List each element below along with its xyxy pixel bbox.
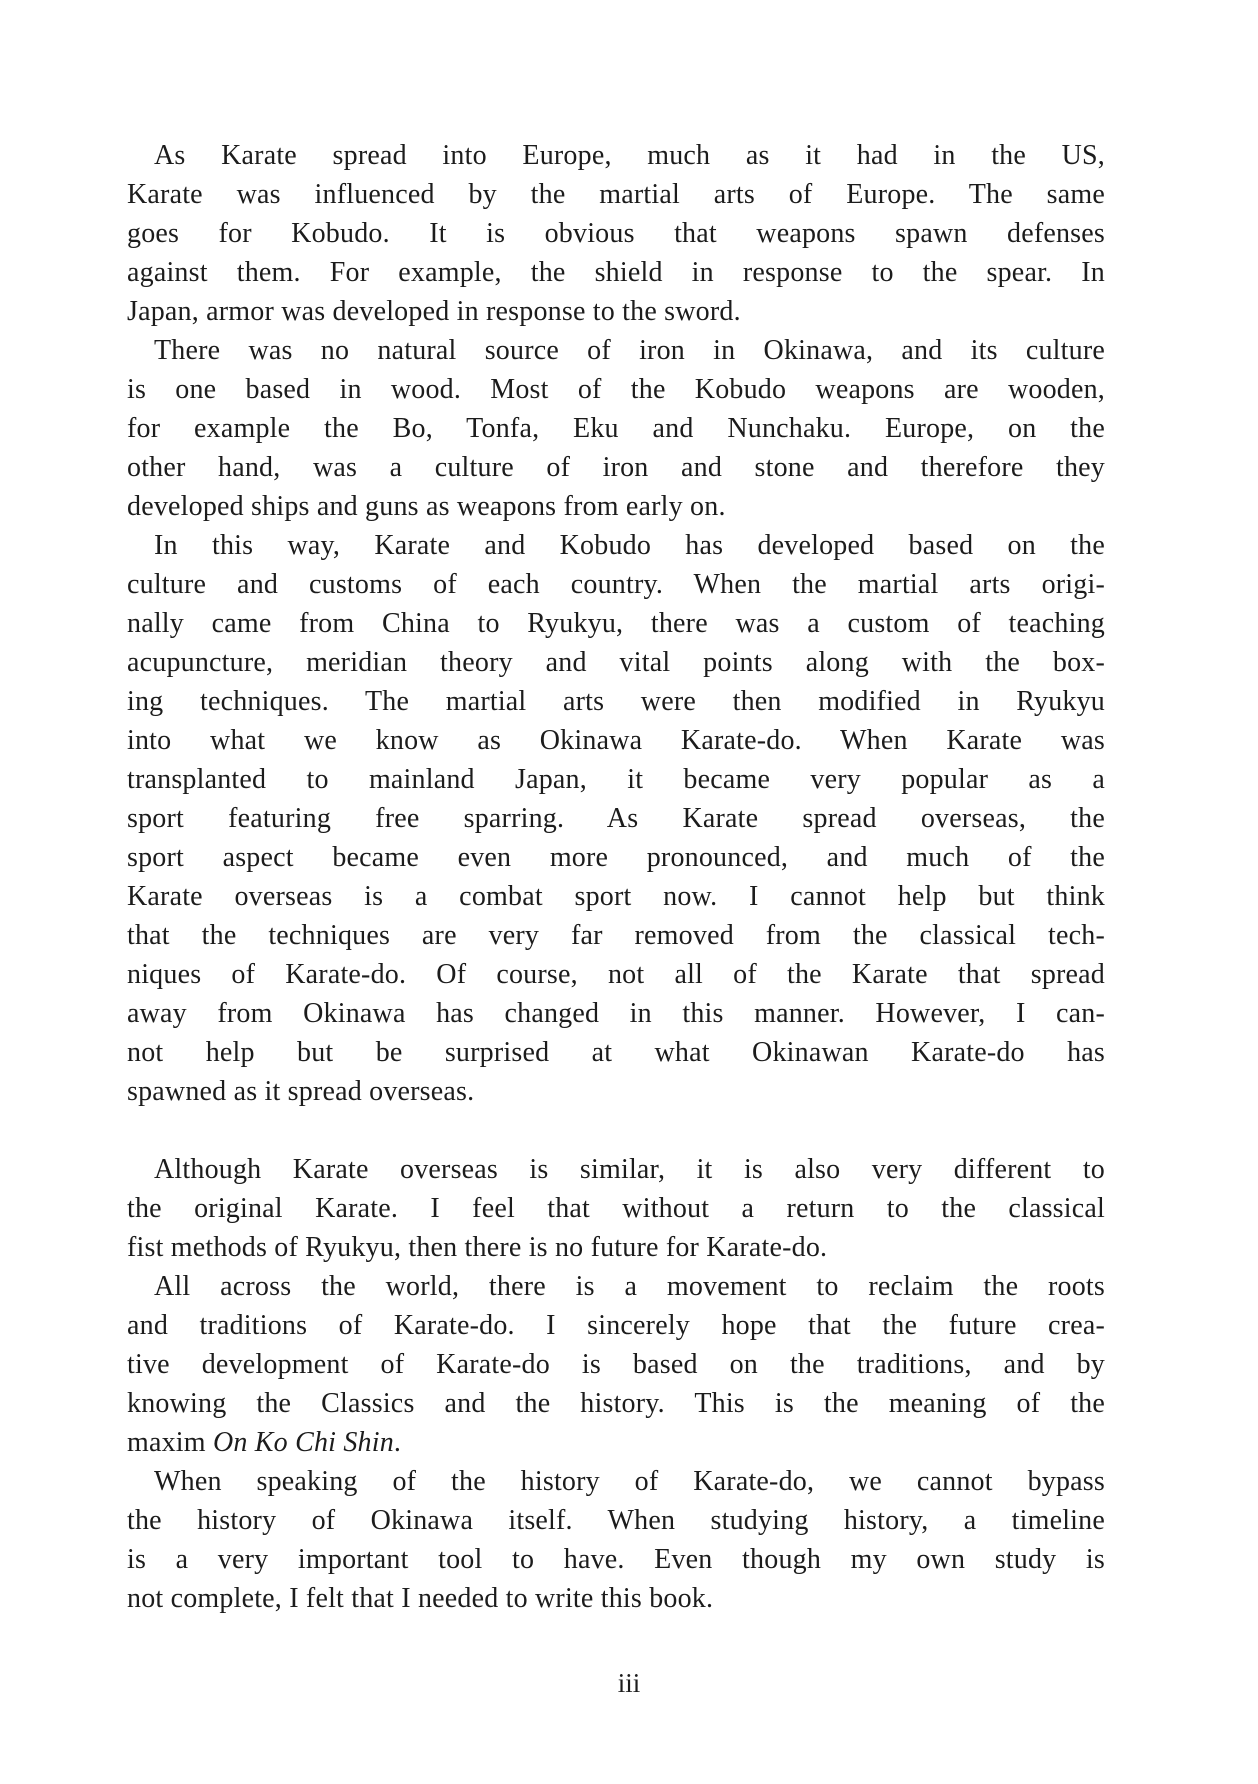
text-line: niques of Karate-do. Of course, not all of the Karate that spread bbox=[127, 959, 1105, 990]
text-line: is one based in wood. Most of the Kobudo weapons are wooden, bbox=[127, 374, 1105, 405]
text-line: against them. For example, the shield in response to the spear. In bbox=[127, 257, 1105, 288]
text-line: transplanted to mainland Japan, it became very popular as a bbox=[127, 764, 1105, 795]
paragraph bbox=[127, 1150, 1105, 1267]
text-line: goes for Kobudo. It is obvious that weapons spawn defenses bbox=[127, 218, 1105, 249]
text-line: knowing the Classics and the history. This is the meaning of the bbox=[127, 1388, 1105, 1419]
text-line: acupuncture, meridian theory and vital points along with the box- bbox=[127, 647, 1105, 678]
text-line: tive development of Karate-do is based on the traditions, and by bbox=[127, 1349, 1105, 1380]
text-line: Karate overseas is a combat sport now. I cannot help but think bbox=[127, 881, 1105, 912]
text-line: In this way, Karate and Kobudo has developed based on the bbox=[154, 530, 1105, 561]
paragraph bbox=[127, 526, 1105, 1111]
text-line: fist methods of Ryukyu, then there is no future for Karate-do. bbox=[127, 1232, 828, 1263]
text-line: is a very important tool to have. Even though my own study is bbox=[127, 1544, 1105, 1575]
text-line: There was no natural source of iron in Okinawa, and its culture bbox=[154, 335, 1105, 366]
text-line: that the techniques are very far removed from the classical tech- bbox=[127, 920, 1105, 951]
text-run: maxim bbox=[127, 1427, 213, 1458]
italic-phrase: On Ko Chi Shin bbox=[212, 1427, 394, 1458]
text-block bbox=[127, 136, 1105, 1618]
text-line bbox=[127, 1423, 1105, 1462]
text-line: for example the Bo, Tonfa, Eku and Nunchaku. Europe, on the bbox=[127, 413, 1105, 444]
text-line: spawned as it spread overseas. bbox=[127, 1076, 475, 1107]
text-line: the history of Okinawa itself. When studying history, a timeline bbox=[127, 1505, 1105, 1536]
text-line: culture and customs of each country. When the martial arts origi- bbox=[127, 569, 1105, 600]
paragraph bbox=[127, 136, 1105, 331]
paragraph bbox=[127, 1462, 1105, 1618]
page-number: iii bbox=[617, 1668, 641, 1698]
text-line: other hand, was a culture of iron and stone and therefore they bbox=[127, 452, 1105, 483]
text-line: sport featuring free sparring. As Karate spread overseas, the bbox=[127, 803, 1105, 834]
text-line: nally came from China to Ryukyu, there was a custom of teaching bbox=[127, 608, 1105, 639]
text-line: Japan, armor was developed in response to the sword. bbox=[127, 296, 741, 327]
text-line: not complete, I felt that I needed to write this book. bbox=[127, 1583, 714, 1614]
text-line: All across the world, there is a movement to reclaim the roots bbox=[154, 1271, 1105, 1302]
text-line: developed ships and guns as weapons from early on. bbox=[127, 491, 726, 522]
text-line: and traditions of Karate-do. I sincerely hope that the future crea- bbox=[127, 1310, 1105, 1341]
text-line: sport aspect became even more pronounced, and much of the bbox=[127, 842, 1105, 873]
text-line: into what we know as Okinawa Karate-do. When Karate was bbox=[127, 725, 1105, 756]
text-line: not help but be surprised at what Okinawan Karate-do has bbox=[127, 1037, 1105, 1068]
text-line: the original Karate. I feel that without a return to the classical bbox=[127, 1193, 1105, 1224]
text-run: . bbox=[393, 1427, 402, 1458]
text-line: ing techniques. The martial arts were then modified in Ryukyu bbox=[127, 686, 1105, 717]
text-line: As Karate spread into Europe, much as it had in the US, bbox=[154, 140, 1105, 171]
paragraph bbox=[127, 1267, 1105, 1462]
text-line: When speaking of the history of Karate-do, we cannot bypass bbox=[154, 1466, 1105, 1497]
text-line: Although Karate overseas is similar, it is also very different to bbox=[154, 1154, 1105, 1185]
text-line: Karate was influenced by the martial arts of Europe. The same bbox=[127, 179, 1105, 210]
paragraph bbox=[127, 331, 1105, 526]
text-line: away from Okinawa has changed in this manner. However, I can- bbox=[127, 998, 1105, 1029]
